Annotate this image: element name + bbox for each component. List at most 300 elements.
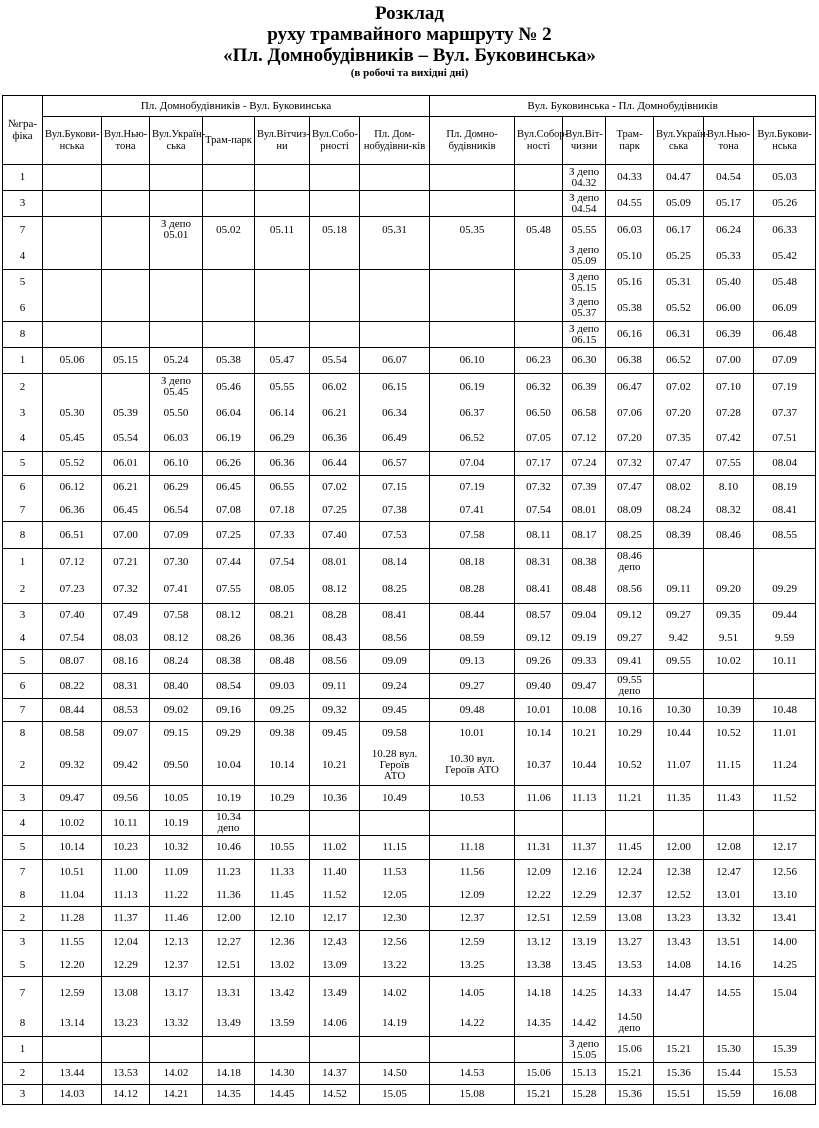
time-cell: 14.47 <box>654 977 704 1011</box>
time-cell: 08.41 <box>754 500 816 522</box>
time-cell <box>310 1037 360 1063</box>
time-cell: 07.38 <box>360 500 430 522</box>
time-cell: 10.52 <box>704 722 754 746</box>
time-cell: 08.39 <box>654 522 704 549</box>
time-cell: 07.44 <box>203 549 255 576</box>
time-cell <box>704 811 754 836</box>
time-cell: 07.58 <box>430 522 515 549</box>
time-cell: 13.53 <box>606 955 654 977</box>
table-row <box>3 322 816 348</box>
time-cell: 12.47 <box>704 860 754 885</box>
time-cell: 05.40 <box>704 270 754 296</box>
time-cell: 15.36 <box>606 1085 654 1105</box>
time-cell: 07.40 <box>310 522 360 549</box>
time-cell: 9.51 <box>704 628 754 650</box>
time-cell: 08.01 <box>310 549 360 576</box>
time-cell: 05.03 <box>754 165 816 191</box>
time-cell: 07.09 <box>754 348 816 374</box>
time-cell <box>654 674 704 699</box>
table-row <box>3 786 816 811</box>
time-cell: 07.51 <box>754 427 816 452</box>
time-cell: 08.43 <box>310 628 360 650</box>
title-line-3: «Пл. Домнобудівників – Вул. Буковинська» <box>223 45 596 66</box>
time-cell <box>102 244 150 270</box>
schedule-number-cell: 1 <box>3 549 43 576</box>
time-cell: 09.38 <box>255 722 310 746</box>
time-cell: 15.59 <box>704 1085 754 1105</box>
time-cell: 06.58 <box>563 401 606 427</box>
time-cell: 09.44 <box>754 604 816 628</box>
table-row <box>3 1063 816 1085</box>
time-cell: 10.16 <box>606 699 654 722</box>
time-cell: 13.31 <box>203 977 255 1011</box>
time-cell: 13.32 <box>150 1011 203 1037</box>
time-cell: 08.38 <box>203 650 255 674</box>
time-cell: 06.19 <box>203 427 255 452</box>
time-cell: 08.40 <box>150 674 203 699</box>
time-cell <box>150 165 203 191</box>
time-cell: 15.28 <box>563 1085 606 1105</box>
time-cell: 10.49 <box>360 786 430 811</box>
stop-header-7: Пл. Домно-будівників <box>430 117 515 165</box>
schedule-body <box>3 165 816 1105</box>
time-cell <box>515 296 563 322</box>
schedule-number-cell: 4 <box>3 427 43 452</box>
time-cell: 09.47 <box>43 786 102 811</box>
table-row <box>3 270 816 296</box>
time-cell: 09.19 <box>563 628 606 650</box>
stop-header-10: Трам-парк <box>606 117 654 165</box>
time-cell: 07.32 <box>606 452 654 476</box>
time-cell: 07.41 <box>430 500 515 522</box>
time-cell: 12.29 <box>563 885 606 907</box>
time-cell <box>203 165 255 191</box>
time-cell: 09.32 <box>43 746 102 786</box>
time-cell: 12.59 <box>430 931 515 955</box>
time-cell: 05.55 <box>255 374 310 401</box>
time-cell: 13.01 <box>704 885 754 907</box>
stop-header-5: Вул.Собо-рності <box>310 117 360 165</box>
time-cell: 05.15 <box>102 348 150 374</box>
table-row <box>3 977 816 1011</box>
time-cell <box>203 244 255 270</box>
time-cell: 14.05 <box>430 977 515 1011</box>
title-line-1: Розклад <box>375 3 444 24</box>
time-cell: 06.04 <box>203 401 255 427</box>
time-cell: 06.36 <box>255 452 310 476</box>
table-row <box>3 746 816 786</box>
time-cell: 15.51 <box>654 1085 704 1105</box>
time-cell: 09.20 <box>704 576 754 604</box>
time-cell: 11.13 <box>102 885 150 907</box>
time-cell: 07.08 <box>203 500 255 522</box>
time-cell <box>150 1037 203 1063</box>
time-cell <box>255 811 310 836</box>
time-cell: 05.09 <box>654 191 704 217</box>
time-cell: 12.17 <box>754 836 816 860</box>
time-cell: 07.49 <box>102 604 150 628</box>
time-cell: 15.06 <box>515 1063 563 1085</box>
time-cell: 10.11 <box>754 650 816 674</box>
time-cell: 07.17 <box>515 452 563 476</box>
time-cell <box>310 270 360 296</box>
time-cell: 06.49 <box>360 427 430 452</box>
time-cell <box>360 165 430 191</box>
time-cell: 06.36 <box>310 427 360 452</box>
time-cell: 06.52 <box>654 348 704 374</box>
time-cell: 14.08 <box>654 955 704 977</box>
time-cell: 09.03 <box>255 674 310 699</box>
time-cell <box>360 811 430 836</box>
time-cell: 09.35 <box>704 604 754 628</box>
time-cell: 09.41 <box>606 650 654 674</box>
time-cell: 12.56 <box>754 860 816 885</box>
time-cell: 10.29 <box>255 786 310 811</box>
time-cell: 11.22 <box>150 885 203 907</box>
time-cell <box>430 270 515 296</box>
title-line-4: (в робочі та вихідні дні) <box>350 67 469 79</box>
time-cell: 07.58 <box>150 604 203 628</box>
schedule-number-cell: 8 <box>3 522 43 549</box>
table-row <box>3 699 816 722</box>
time-cell <box>43 217 102 244</box>
time-cell: 04.55 <box>606 191 654 217</box>
time-cell: 05.16 <box>606 270 654 296</box>
time-cell: 13.53 <box>102 1063 150 1085</box>
time-cell: 12.29 <box>102 955 150 977</box>
time-cell <box>150 296 203 322</box>
schedule-number-cell: 4 <box>3 628 43 650</box>
time-cell <box>310 296 360 322</box>
time-cell: 15.21 <box>606 1063 654 1085</box>
time-cell: 07.53 <box>360 522 430 549</box>
time-cell: 09.13 <box>430 650 515 674</box>
time-cell: 05.47 <box>255 348 310 374</box>
time-cell: 08.38 <box>563 549 606 576</box>
time-cell: 09.40 <box>515 674 563 699</box>
table-row <box>3 217 816 244</box>
time-cell: 11.37 <box>563 836 606 860</box>
time-cell: 08.12 <box>310 576 360 604</box>
time-cell: 08.18 <box>430 549 515 576</box>
time-cell <box>754 549 816 576</box>
time-cell: 08.11 <box>515 522 563 549</box>
time-cell <box>654 1011 704 1037</box>
time-cell <box>515 811 563 836</box>
time-cell: 10.05 <box>150 786 203 811</box>
time-cell: 07.37 <box>754 401 816 427</box>
stop-header-6: Пл. Дом-нобудівни-ків <box>360 117 430 165</box>
time-cell: 07.40 <box>43 604 102 628</box>
time-cell: 12.05 <box>360 885 430 907</box>
time-cell: 06.16 <box>606 322 654 348</box>
time-cell: 13.12 <box>515 931 563 955</box>
schedule-number-cell: 8 <box>3 1011 43 1037</box>
time-cell: 14.12 <box>102 1085 150 1105</box>
table-row <box>3 549 816 576</box>
table-row <box>3 522 816 549</box>
time-cell: 08.22 <box>43 674 102 699</box>
time-cell: 10.39 <box>704 699 754 722</box>
time-cell: 14.16 <box>704 955 754 977</box>
time-cell: 9.59 <box>754 628 816 650</box>
schedule-number-cell: 3 <box>3 191 43 217</box>
time-cell: 07.00 <box>704 348 754 374</box>
time-cell: 07.21 <box>102 549 150 576</box>
table-row <box>3 191 816 217</box>
time-cell: 15.21 <box>654 1037 704 1063</box>
schedule-number-cell: 4 <box>3 811 43 836</box>
time-cell: 15.44 <box>704 1063 754 1085</box>
time-cell: 11.01 <box>754 722 816 746</box>
time-cell: 05.54 <box>102 427 150 452</box>
time-cell <box>754 1011 816 1037</box>
time-cell: 08.32 <box>704 500 754 522</box>
time-cell: 10.44 <box>654 722 704 746</box>
time-cell: 08.56 <box>360 628 430 650</box>
time-cell: 09.12 <box>515 628 563 650</box>
time-cell: 07.02 <box>654 374 704 401</box>
time-cell: 09.42 <box>102 746 150 786</box>
time-cell: 13.17 <box>150 977 203 1011</box>
time-cell: 14.19 <box>360 1011 430 1037</box>
time-cell: 09.45 <box>360 699 430 722</box>
time-cell: 08.19 <box>754 476 816 500</box>
table-row <box>3 244 816 270</box>
time-cell: 08.44 <box>430 604 515 628</box>
schedule-number-cell: 4 <box>3 244 43 270</box>
time-cell <box>360 1037 430 1063</box>
time-cell <box>360 270 430 296</box>
time-cell: 9.42 <box>654 628 704 650</box>
time-cell: 05.45 <box>43 427 102 452</box>
time-cell: 10.53 <box>430 786 515 811</box>
time-cell: 06.44 <box>310 452 360 476</box>
table-row <box>3 576 816 604</box>
time-cell: 14.30 <box>255 1063 310 1085</box>
time-cell: 10.19 <box>203 786 255 811</box>
table-row <box>3 452 816 476</box>
time-cell: 09.47 <box>563 674 606 699</box>
time-cell: 11.31 <box>515 836 563 860</box>
time-cell: 06.29 <box>150 476 203 500</box>
time-cell: 09.11 <box>310 674 360 699</box>
time-cell: 11.35 <box>654 786 704 811</box>
time-cell: 10.52 <box>606 746 654 786</box>
time-cell: 09.02 <box>150 699 203 722</box>
time-cell: 07.12 <box>43 549 102 576</box>
table-row <box>3 1085 816 1105</box>
time-cell: 12.04 <box>102 931 150 955</box>
time-cell: 04.54 <box>704 165 754 191</box>
time-cell <box>310 322 360 348</box>
time-cell: 12.00 <box>203 907 255 931</box>
schedule-number-cell: 8 <box>3 885 43 907</box>
time-cell <box>102 191 150 217</box>
time-cell: 13.44 <box>43 1063 102 1085</box>
time-cell: 12.27 <box>203 931 255 955</box>
time-cell: 15.36 <box>654 1063 704 1085</box>
time-cell: 04.47 <box>654 165 704 191</box>
time-cell: 05.50 <box>150 401 203 427</box>
time-cell: 14.25 <box>563 977 606 1011</box>
time-cell: 08.55 <box>754 522 816 549</box>
time-cell: 07.23 <box>43 576 102 604</box>
time-cell <box>43 165 102 191</box>
time-cell: 07.00 <box>102 522 150 549</box>
time-cell: 11.40 <box>310 860 360 885</box>
time-cell <box>255 165 310 191</box>
table-row <box>3 628 816 650</box>
schedule-number-cell: 3 <box>3 401 43 427</box>
time-cell: 07.04 <box>430 452 515 476</box>
time-cell: 13.23 <box>102 1011 150 1037</box>
time-cell: 12.13 <box>150 931 203 955</box>
time-cell: 09.58 <box>360 722 430 746</box>
time-cell: 12.09 <box>515 860 563 885</box>
time-cell <box>102 374 150 401</box>
time-cell: 05.48 <box>754 270 816 296</box>
table-row <box>3 500 816 522</box>
time-cell: 12.20 <box>43 955 102 977</box>
time-cell: 13.51 <box>704 931 754 955</box>
time-cell <box>255 191 310 217</box>
time-cell: 12.51 <box>203 955 255 977</box>
time-cell: 09.12 <box>606 604 654 628</box>
time-cell <box>203 322 255 348</box>
stop-header-8: Вул.Собор-ності <box>515 117 563 165</box>
time-cell: З депо 05.37 <box>563 296 606 322</box>
table-row <box>3 476 816 500</box>
time-cell: 15.53 <box>754 1063 816 1085</box>
time-cell: 08.46 <box>704 522 754 549</box>
time-cell <box>310 191 360 217</box>
time-cell: 15.04 <box>754 977 816 1011</box>
table-row <box>3 955 816 977</box>
time-cell <box>430 296 515 322</box>
time-cell: 05.17 <box>704 191 754 217</box>
time-cell: 09.33 <box>563 650 606 674</box>
title-line-2: руху трамвайного маршруту № 2 <box>267 24 552 45</box>
stop-header-2: Вул.Україн-ська <box>150 117 203 165</box>
time-cell: 06.03 <box>150 427 203 452</box>
time-cell: З депо 04.54 <box>563 191 606 217</box>
time-cell: 11.56 <box>430 860 515 885</box>
time-cell: 07.24 <box>563 452 606 476</box>
time-cell: 06.21 <box>310 401 360 427</box>
time-cell: 11.15 <box>360 836 430 860</box>
time-cell: 07.54 <box>515 500 563 522</box>
schedule-number-cell: 3 <box>3 1085 43 1105</box>
time-cell <box>102 165 150 191</box>
time-cell: 07.19 <box>430 476 515 500</box>
time-cell <box>754 674 816 699</box>
time-cell: 05.38 <box>606 296 654 322</box>
stop-header-13: Вул.Букови-нська <box>754 117 816 165</box>
time-cell <box>515 322 563 348</box>
time-cell: 07.41 <box>150 576 203 604</box>
time-cell: 07.18 <box>255 500 310 522</box>
time-cell: 07.33 <box>255 522 310 549</box>
time-cell: 13.27 <box>606 931 654 955</box>
time-cell: 12.37 <box>150 955 203 977</box>
time-cell: 08.14 <box>360 549 430 576</box>
time-cell: 05.46 <box>203 374 255 401</box>
time-cell: 06.37 <box>430 401 515 427</box>
time-cell <box>654 549 704 576</box>
time-cell: 08.12 <box>203 604 255 628</box>
time-cell: 12.00 <box>654 836 704 860</box>
time-cell: 11.00 <box>102 860 150 885</box>
time-cell: 08.28 <box>430 576 515 604</box>
time-cell: 05.02 <box>203 217 255 244</box>
time-cell: 05.52 <box>654 296 704 322</box>
time-cell: 06.32 <box>515 374 563 401</box>
time-cell <box>150 191 203 217</box>
time-cell: 05.26 <box>754 191 816 217</box>
time-cell: 08.44 <box>43 699 102 722</box>
schedule-number-cell: 2 <box>3 374 43 401</box>
schedule-number-cell: 8 <box>3 722 43 746</box>
time-cell: 08.41 <box>515 576 563 604</box>
time-cell: 13.49 <box>203 1011 255 1037</box>
time-cell: 10.28 вул. Героїв АТО <box>360 746 430 786</box>
time-cell: 13.38 <box>515 955 563 977</box>
time-cell: 13.41 <box>754 907 816 931</box>
time-cell: 06.38 <box>606 348 654 374</box>
time-cell: 09.29 <box>203 722 255 746</box>
table-row <box>3 604 816 628</box>
time-cell: 14.02 <box>150 1063 203 1085</box>
time-cell: 09.26 <box>515 650 563 674</box>
time-cell: 08.41 <box>360 604 430 628</box>
time-cell: 09.11 <box>654 576 704 604</box>
time-cell: 08.25 <box>360 576 430 604</box>
time-cell: 09.56 <box>102 786 150 811</box>
time-cell: 05.24 <box>150 348 203 374</box>
time-cell: 15.05 <box>360 1085 430 1105</box>
time-cell: 07.02 <box>310 476 360 500</box>
time-cell: З депо 05.01 <box>150 217 203 244</box>
time-cell: 07.55 <box>203 576 255 604</box>
time-cell: 13.49 <box>310 977 360 1011</box>
time-cell: 10.30 <box>654 699 704 722</box>
time-cell: 12.52 <box>654 885 704 907</box>
time-cell: 10.11 <box>102 811 150 836</box>
time-cell: 10.36 <box>310 786 360 811</box>
time-cell: 07.54 <box>43 628 102 650</box>
time-cell: 08.21 <box>255 604 310 628</box>
time-cell: 10.14 <box>43 836 102 860</box>
time-cell: 14.22 <box>430 1011 515 1037</box>
time-cell: 15.21 <box>515 1085 563 1105</box>
time-cell: 13.14 <box>43 1011 102 1037</box>
time-cell: З депо 04.32 <box>563 165 606 191</box>
time-cell <box>102 270 150 296</box>
time-cell: 15.13 <box>563 1063 606 1085</box>
time-cell: 08.09 <box>606 500 654 522</box>
time-cell: 08.17 <box>563 522 606 549</box>
time-cell: 07.28 <box>704 401 754 427</box>
time-cell: 13.42 <box>255 977 310 1011</box>
time-cell <box>430 1037 515 1063</box>
schedule-number-cell: 1 <box>3 1037 43 1063</box>
time-cell: 11.36 <box>203 885 255 907</box>
time-cell: 10.14 <box>515 722 563 746</box>
schedule-number-cell: 5 <box>3 836 43 860</box>
schedule-table <box>2 95 816 1105</box>
schedule-number-cell: 5 <box>3 955 43 977</box>
